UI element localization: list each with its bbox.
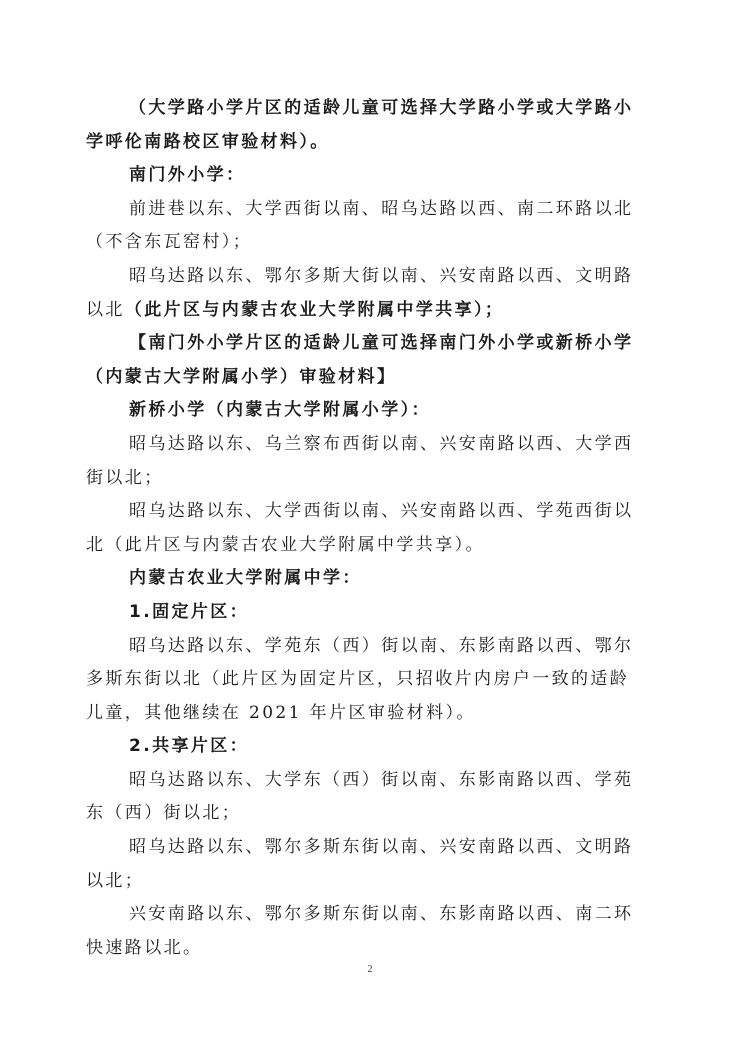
text-line: （大学路小学片区的适龄儿童可选择大学路小学或大学路小 — [129, 98, 634, 118]
text-line: 兴安南路以东、鄂尔多斯东街以南、东影南路以西、南二环 — [129, 904, 634, 925]
text-span-bold: （此片区与内蒙古农业大学附属中学共享）； — [124, 299, 505, 320]
text-line: 昭乌达路以东、学苑东（西）街以南、东影南路以西、鄂尔 — [129, 635, 634, 656]
text-line: 北（此片区与内蒙古农业大学附属中学共享）。 — [86, 534, 485, 555]
text-line: 街以北； — [86, 467, 164, 488]
text-line: 学呼伦南路校区审验材料）。 — [86, 131, 330, 152]
section-heading: 内蒙古农业大学附属中学： — [129, 568, 362, 589]
text-line: 多斯东街以北（此片区为固定片区，只招收片内房户一致的适龄 — [86, 669, 630, 690]
page-number: 2 — [367, 964, 373, 975]
text-line: 昭乌达路以东、鄂尔多斯东街以南、兴安南路以西、文明路 — [129, 837, 634, 858]
text-line: 昭乌达路以东、乌兰察布西街以南、兴安南路以西、大学西 — [129, 433, 634, 454]
text-line: 【南门外小学片区的适龄儿童可选择南门外小学或新桥小学 — [129, 333, 634, 354]
text-line: 前进巷以东、大学西街以南、昭乌达路以西、南二环路以北 — [129, 198, 634, 219]
text-line: （不含东瓦窑村）； — [86, 232, 253, 253]
text-line: 昭乌达路以东、大学西街以南、兴安南路以西、学苑西街以 — [129, 501, 634, 522]
text-line: 昭乌达路以东、大学东（西）街以南、东影南路以西、学苑 — [129, 769, 634, 790]
subsection-heading: 1.固定片区： — [129, 601, 250, 622]
subsection-heading: 2.共享片区： — [129, 736, 250, 757]
text-line — [86, 294, 656, 328]
text-line: 儿童，其他继续在 2021 年片区审验材料）。 — [86, 702, 476, 723]
text-line: 以北； — [86, 870, 145, 891]
document-body — [86, 92, 656, 965]
section-heading: 南门外小学： — [129, 165, 246, 186]
text-line: 东（西）街以北； — [86, 803, 242, 824]
text-line: （内蒙古大学附属小学）审验材料】 — [86, 366, 397, 387]
text-span: 以北 — [86, 299, 125, 320]
text-line: 昭乌达路以东、鄂尔多斯大街以南、兴安南路以西、文明路 — [129, 265, 634, 286]
section-heading: 新桥小学（内蒙古大学附属小学）： — [129, 400, 431, 421]
text-line: 快速路以北。 — [86, 937, 203, 958]
